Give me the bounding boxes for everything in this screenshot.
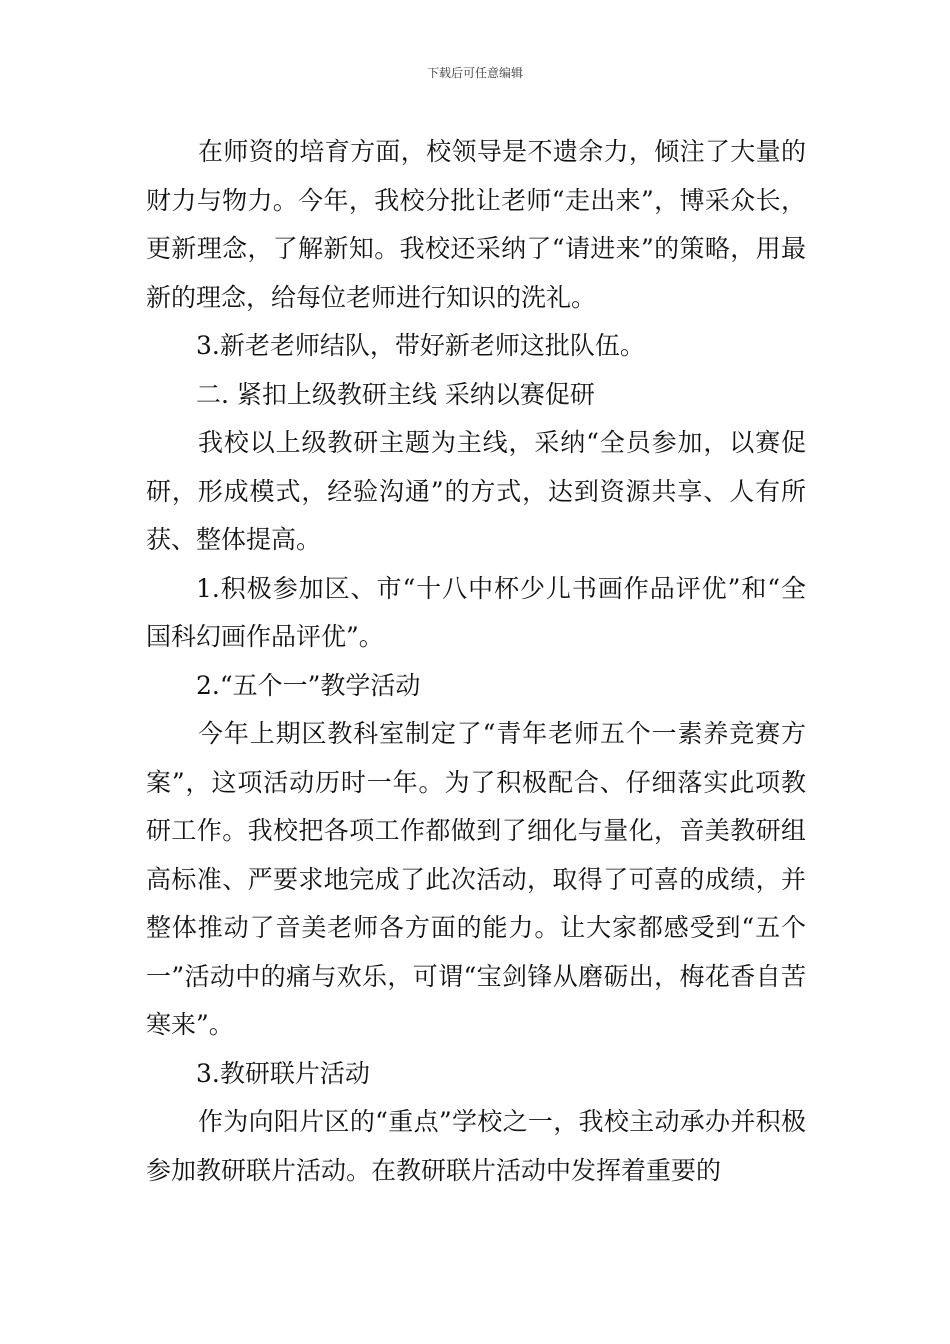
subsection-heading: 3.教研联片活动 — [196, 1058, 370, 1088]
paragraph: 3.新老老师结队，带好新老师这批队伍。 — [196, 331, 645, 360]
paragraph: 1.积极参加区、市“十八中杯少儿书画作品评优”和“全国科幻画作品评优”。 — [146, 573, 806, 651]
paragraph: 作为向阳片区的“重点”学校之一，我校主动承办并积极参加教研联片活动。在教研联片活动中发挥着重要的 — [146, 1107, 806, 1185]
paragraph: 在师资的培育方面，校领导是不遗余力，倾注了大量的财力与物力。今年，我校分批让老师“走出来”，博采众长，更新理念，了解新知。我校还采纳了“请进来”的策略，用最新的理念，给每位老师进行知识的洗礼。 — [146, 137, 806, 312]
paragraph: 我校以上级教研主题为主线，采纳“全员参加，以赛促研，形成模式，经验沟通”的方式，达到资源共享、人有所获、整体提高。 — [146, 428, 806, 554]
paragraph: 今年上期区教科室制定了“青年老师五个一素养竞赛方案”，这项活动历时一年。为了积极配合、仔细落实此项教研工作。我校把各项工作都做到了细化与量化，音美教研组高标准、严要求地完成了此次活动，取得了可喜的成绩，并整体推动了音美老师各方面的能力。让大家都感受到“五个一”活动中的痛与欢乐，可谓“宝剑锋从磨砺出，梅花香自苦寒来”。 — [146, 719, 806, 1039]
page-header: 下载后可任意编辑 — [426, 66, 523, 80]
document-body — [146, 128, 806, 1195]
subsection-heading: 2.“五个一”教学活动 — [196, 670, 421, 700]
section-heading: 二. 紧扣上级教研主线 采纳以赛促研 — [196, 379, 595, 409]
